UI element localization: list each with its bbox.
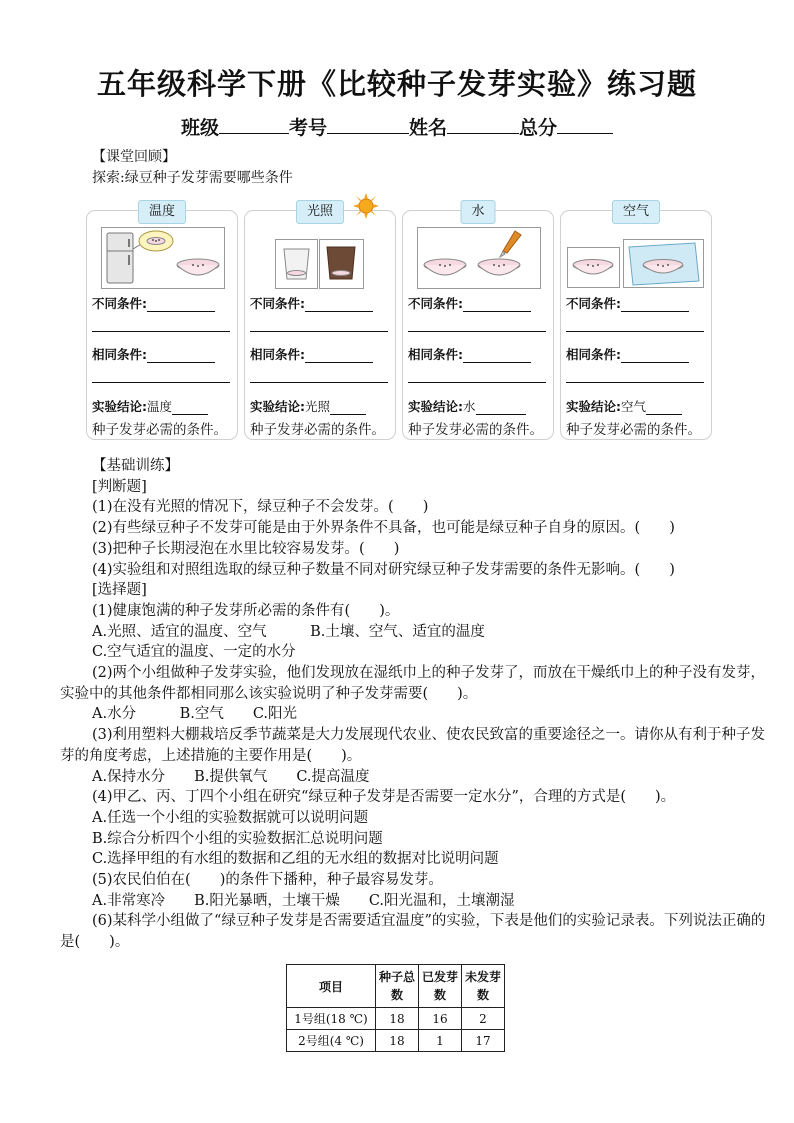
conclusion-line: 实验结论:光照 <box>250 397 386 415</box>
answer-blank[interactable] <box>646 400 682 415</box>
training-section <box>60 456 772 953</box>
card-light <box>244 204 396 440</box>
conclusion-line: 实验结论:空气 <box>566 397 702 415</box>
experiment-cards <box>86 204 713 442</box>
experiment-record-table <box>286 964 505 1052</box>
choice-q3-options: A.保持水分 B.提供氧气 C.提高温度 <box>92 768 370 785</box>
card-tag: 水 <box>460 200 495 224</box>
exam-no-label: 考号 <box>288 117 327 139</box>
score-blank[interactable] <box>557 117 613 134</box>
choice-heading: [选择题] <box>92 582 147 599</box>
same-condition-line: 相同条件: <box>408 345 544 363</box>
same-condition-line: 相同条件: <box>250 345 386 363</box>
answer-blank[interactable] <box>147 297 215 312</box>
card-air <box>560 204 712 440</box>
dishes-and-dropper-illustration <box>417 227 541 289</box>
name-blank[interactable] <box>447 117 519 134</box>
different-condition-line: 不同条件: <box>92 294 228 312</box>
answer-line[interactable] <box>566 331 704 332</box>
different-condition-line: 不同条件: <box>408 294 544 312</box>
choice-q6: (6)某科学小组做了“绿豆种子发芽是否需要适宜温度”的实验，下表是他们的实验记录表。下列说法正确的是( )。 <box>60 913 766 951</box>
answer-blank[interactable] <box>463 297 531 312</box>
choice-q2-options: A.水分 B.空气 C.阳光 <box>92 706 298 723</box>
table-cell: 17 <box>462 1030 505 1052</box>
sun-icon <box>351 191 381 221</box>
conclusion-line: 实验结论:水 <box>408 397 544 415</box>
choice-q4-option-c: C.选择甲组的有水组的数据和乙组的无水组的数据对比说明问题 <box>92 851 499 868</box>
table-cell: 2号组(4 ℃) <box>287 1030 376 1052</box>
student-info-line <box>0 113 794 140</box>
cups-illustration <box>275 227 399 289</box>
judge-item-1: (1)在没有光照的情况下，绿豆种子不会发芽。( ) <box>92 499 429 516</box>
answer-line[interactable] <box>92 331 230 332</box>
choice-q5: (5)农民伯伯在( )的条件下播种，种子最容易发芽。 <box>92 872 443 889</box>
conclusion-line: 实验结论:温度 <box>92 397 228 415</box>
judge-heading: [判断题] <box>92 478 147 495</box>
table-cell: 1号组(18 ℃) <box>287 1008 376 1030</box>
answer-blank[interactable] <box>305 297 373 312</box>
answer-blank[interactable] <box>330 400 366 415</box>
same-condition-line: 相同条件: <box>92 345 228 363</box>
answer-blank[interactable] <box>621 297 689 312</box>
different-condition-line: 不同条件: <box>250 294 386 312</box>
training-heading: 【基础训练】 <box>92 458 179 474</box>
answer-blank[interactable] <box>463 348 531 363</box>
score-label: 总分 <box>519 117 558 139</box>
choice-q2: (2)两个小组做种子发芽实验，他们发现放在湿纸巾上的种子发芽了，而放在干燥纸巾上的种子没有发芽，实验中的其他条件都相同那么该实验说明了种子发芽需要( )。 <box>60 665 766 702</box>
judge-item-2: (2)有些绿豆种子不发芽可能是由于外界条件不具备，也可能是绿豆种子自身的原因。( ) <box>92 520 675 537</box>
answer-blank[interactable] <box>621 348 689 363</box>
answer-blank[interactable] <box>147 348 215 363</box>
judge-item-4: (4)实验组和对照组选取的绿豆种子数量不同对研究绿豆种子发芽需要的条件无影响。( ) <box>92 561 675 578</box>
table-cell: 18 <box>376 1008 419 1030</box>
page-title: 五年级科学下册《比较种子发芽实验》练习题 <box>96 67 697 101</box>
answer-line[interactable] <box>250 382 388 383</box>
class-blank[interactable] <box>219 117 289 134</box>
same-condition-line: 相同条件: <box>566 345 702 363</box>
choice-q4: (4)甲乙、丙、丁四个小组在研究“绿豆种子发芽是否需要一定水分”，合理的方式是( )。 <box>92 789 676 806</box>
card-tag: 光照 <box>296 200 344 224</box>
table-header: 项目 <box>287 965 376 1008</box>
choice-q1-option-c: C.空气适宜的温度、一定的水分 <box>92 644 296 661</box>
name-label: 姓名 <box>409 117 448 139</box>
class-label: 班级 <box>180 117 219 139</box>
card-tag: 空气 <box>612 200 660 224</box>
table-header: 种子总数 <box>376 965 419 1008</box>
card-temperature <box>86 204 238 440</box>
different-condition-line: 不同条件: <box>566 294 702 312</box>
table-header-row <box>287 965 505 1008</box>
table-cell: 18 <box>376 1030 419 1052</box>
table-header: 未发芽数 <box>462 965 505 1008</box>
card-tag: 温度 <box>138 200 186 224</box>
table-row <box>287 1008 505 1030</box>
answer-blank[interactable] <box>305 348 373 363</box>
exam-no-blank[interactable] <box>327 117 409 134</box>
answer-line[interactable] <box>92 382 230 383</box>
answer-line[interactable] <box>250 331 388 332</box>
fridge-and-dish-illustration <box>101 227 225 289</box>
answer-line[interactable] <box>566 382 704 383</box>
answer-blank[interactable] <box>476 400 526 415</box>
answer-line[interactable] <box>408 382 546 383</box>
table-cell: 1 <box>419 1030 462 1052</box>
conclusion-end: 种子发芽必需的条件。 <box>566 422 701 438</box>
answer-line[interactable] <box>408 331 546 332</box>
choice-q1-options-ab: A.光照、适宜的温度、空气 B.土壤、空气、适宜的温度 <box>92 623 485 640</box>
review-heading: 【课堂回顾】 <box>92 149 176 165</box>
choice-q5-options: A.非常寒冷 B.阳光暴晒，土壤干燥 C.阳光温和，土壤潮湿 <box>92 892 515 909</box>
table-cell: 2 <box>462 1008 505 1030</box>
judge-item-3: (3)把种子长期浸泡在水里比较容易发芽。( ) <box>92 540 400 557</box>
review-prompt: 探索:绿豆种子发芽需要哪些条件 <box>92 170 293 186</box>
choice-q3: (3)利用塑料大棚栽培反季节蔬菜是大力发展现代农业、使农民致富的重要途径之一。请你从有利于种子发芽的角度考虑，上述措施的主要作用是( )。 <box>60 727 766 764</box>
table-row <box>287 1030 505 1052</box>
conclusion-end: 种子发芽必需的条件。 <box>250 422 385 438</box>
answer-blank[interactable] <box>172 400 208 415</box>
choice-q4-option-a: A.任选一个小组的实验数据就可以说明问题 <box>92 809 369 826</box>
conclusion-end: 种子发芽必需的条件。 <box>408 422 543 438</box>
card-water <box>402 204 554 440</box>
choice-q4-option-b: B.综合分析四个小组的实验数据汇总说明问题 <box>92 830 383 847</box>
choice-q1: (1)健康饱满的种子发芽所必需的条件有( )。 <box>92 602 400 619</box>
table-cell: 16 <box>419 1008 462 1030</box>
conclusion-end: 种子发芽必需的条件。 <box>92 422 227 438</box>
dish-and-sealed-bag-illustration <box>567 227 707 289</box>
table-header: 已发芽数 <box>419 965 462 1008</box>
